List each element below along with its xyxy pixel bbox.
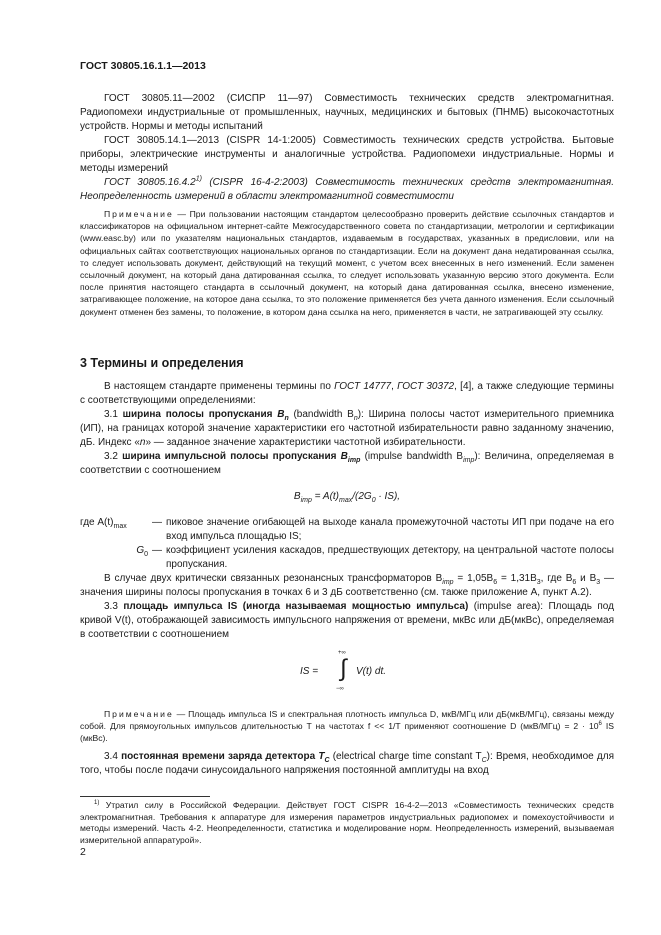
footnote-ref[interactable]: 1) [195,175,202,183]
term-3-2: 3.2 ширина импульсной полосы пропускания $B_{imp}$ (impulse bandwidth $B_{imp}$): Величина, определяемая в соответствии с соотношением [80,451,614,476]
section-3 [80,356,614,642]
where-g0: $G_0$ — коэффициент усиления каскадов, предшествующих детектору, на центральной частоте полосы пропускания. [136,545,614,570]
critical-coupling-text: В случае двух критически связанных резонансных трансформаторов $B_{imp} = 1,05B_6 = 1,31B_3$, где $B_6$ и $B_3$ — значения ширины полосы пропускания в точках 6 и 3 дБ соответственно (см. также приложение А, пункт А.2). [80,573,615,598]
term-3-1: 3.1 ширина полосы пропускания $B_n$ (bandwidth $B_n$): Ширина полосы частот измерительного приемника (ИП), на границах которой значение характеристики его частотной избирательности равно заданному значению, дБ. Индекс «n» — заданное значение характеристики частотной избирательности. [80,409,614,448]
reference-gost-30805-16-4-2: ГОСТ 30805.16.4.2$^{1)}$ (CISPR 16-4-2:2003) Совместимость технических средств электромагнитная. Неопределенность измерений в области электромагнитной совместимости [80,175,614,202]
note-references [80,208,614,318]
formula-impulse-area: IS = +∞ ∫ −∞ V(t) dt. [300,650,387,692]
note-label: Примечание [104,209,174,219]
note-text: — При пользовании настоящим стандартом целесообразно проверить действие ссылочных стандартов и классификаторов на официальном интернет-сайте Межгосударственного совета по стандартизации, метрологии и сертификации (www.easc.by) или по указателям национальных стандартов, издаваемым в государствах, указанных в предисловии, или на официальных сайтах соответствующих национальных органов по стандартизации. Если на документ дана недатированная ссылка, то следует использовать документ, действующий на текущий момент, с учетом всех внесенных в него изменений. Если заменен ссылочный документ, на который дана датированная ссылка, то следует использовать указанную версию этого документа. Если после принятия настоящего стандарта в ссылочный документ, на который дана датированная ссылка, внесено изменение, затрагивающее положение, на которое дана ссылка, то это положение применяется без учета данного изменения. Если ссылочный документ отменен без замены, то положение, в котором дана ссылка на него, применяется в части, не затрагивающей эту ссылку. [80,209,614,317]
footnote: $^{1)}$ Утратил силу в Российской Федерации. Действует ГОСТ CISPR 16-4-2—2013 «Совместимость технических средств электромагнитная. Требования к аппаратуре для измерения параметров индустриальных радиопомех и помехоустойчивости и методы измерений. Часть 4-2. Неопределенности, статистика и моделирование норм. Неопределенность измерений, вызываемая измерительной аппаратурой». [80,800,614,845]
note-impulse-area: Примечание — Площадь импульса IS и спектральная плотность импульса D, мкВ/МГц или дБ(мкВ/МГц), связаны между собой. Для прямоугольных импульсов длительностью T на частотах f << 1/T применяют соотношение D $(мкВ/МГц) = 2 \cdot 10^6$ IS (мкВс). [80,709,614,744]
formula-bimp: $B_{imp} = A(t)_{max}/(2G_0 \cdot IS)$, [293,491,401,504]
section-intro: В настоящем стандарте применены термины по ГОСТ 14777, ГОСТ 30372, [4], а также следующие термины с соответствующими определениями: [80,381,614,406]
footnote-separator [80,796,210,797]
section-title: 3 Термины и определения [80,356,244,370]
where-amax: где $A(t)_{max}$ — пиковое значение огибающей на выходе канала промежуточной частоты ИП при подаче на его вход импульса площадью IS; [80,517,614,542]
page-number: 2 [80,846,86,858]
integral-sign: ∫ [340,655,347,682]
references-block [80,92,614,204]
footnote-mark: 1) [94,800,100,807]
term-3-3: 3.3 площадь импульса IS (иногда называемая мощностью импульса) (impulse area): Площадь под кривой V(t), отображающей зависимость импульсного напряжения от времени, мкВс или дБ(мкВс), определяемая в соответствии с соотношением [80,601,614,640]
reference-gost-30805-11: ГОСТ 30805.11—2002 (СИСПР 11—97) Совместимость технических средств электромагнитная. Радиопомехи индустриальные от промышленных, научных, медицинских и бытовых (ПНМБ) высокочастотных устройств. Нормы и методы испытаний [80,93,614,132]
reference-gost-30805-14-1: ГОСТ 30805.14.1—2013 (CISPR 14-1:2005) Совместимость технических средств устройства. Бытовые приборы, электрические инструменты и аналогичные устройства. Радиопомехи индустриальные. Нормы и методы измерений [80,135,614,174]
document-header: ГОСТ 30805.16.1.1—2013 [80,60,206,72]
term-3-4: 3.4 постоянная времени заряда детектора $T_C$ (electrical charge time constant $T_C$): Время, необходимое для того, чтобы после подачи синусоидального напряжения постоянной амплитуды на вход [80,751,614,776]
